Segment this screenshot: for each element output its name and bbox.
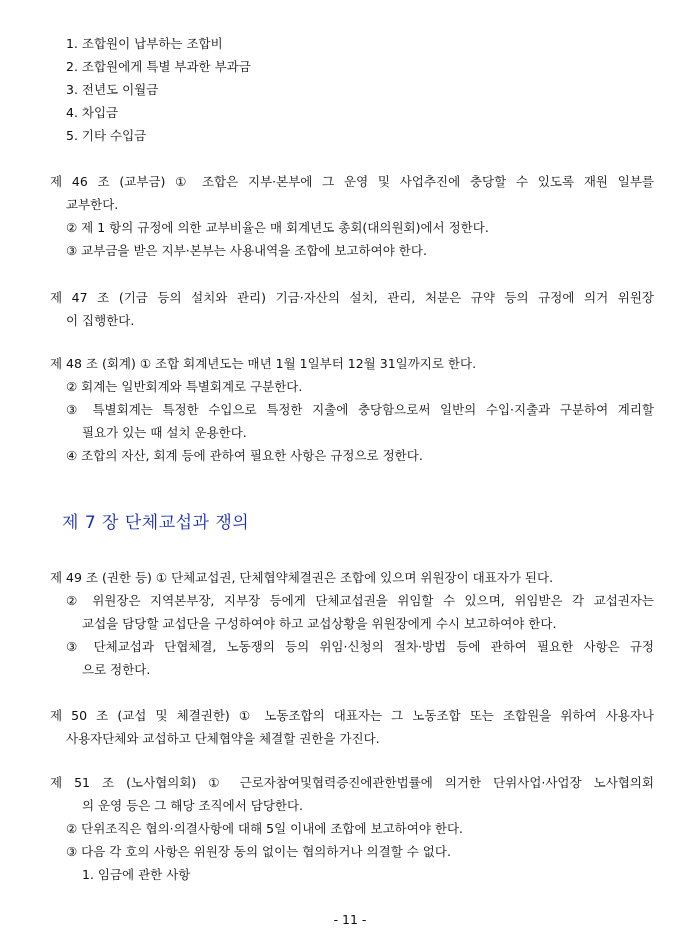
article-48-clause-3: ③ 특별회계는 특정한 수입으로 특정한 지출에 충당함으로써 일반의 수입·지출과 구분하여 계리할 [66, 402, 654, 417]
list-item: 2. 조합원에게 특별 부과한 부과금 [66, 59, 251, 74]
article-49-clause-3-cont: 으로 정한다. [82, 662, 151, 677]
article-48-clause-4: ④ 조합의 자산, 회계 등에 관하여 필요한 사항은 규정으로 정한다. [66, 448, 423, 463]
article-50-line-1: 제 50 조 (교섭 및 체결권한) ① 노동조합의 대표자는 그 노동조합 또는 조합원을 위하여 사용자나 [50, 708, 654, 723]
article-51-clause-2: ② 단위조직은 협의·의결사항에 대해 5일 이내에 조합에 보고하여야 한다. [66, 821, 463, 836]
article-49-line-1: 제 49 조 (권한 등) ① 단체교섭권, 단체협약체결권은 조합에 있으며 위원장이 대표자가 된다. [50, 570, 554, 585]
article-50-line-2: 사용자단체와 교섭하고 단체협약을 체결할 권한을 가진다. [66, 731, 380, 746]
article-51-line-2: 의 운영 등은 그 해당 조직에서 담당한다. [82, 798, 304, 813]
list-item: 4. 차입금 [66, 105, 119, 120]
list-item: 1. 조합원이 납부하는 조합비 [66, 36, 223, 51]
article-46-line-2: 교부한다. [66, 197, 119, 212]
article-46-clause-2: ② 제 1 항의 규정에 의한 교부비율은 매 회계년도 총회(대의원회)에서 정한다. [66, 220, 489, 235]
article-51-line-1: 제 51 조 (노사협의회) ① 근로자참여및협력증진에관한법률에 의거한 단위사업·사업장 노사협의회 [50, 775, 654, 790]
article-49-clause-3: ③ 단체교섭과 단협체결, 노동쟁의 등의 위임·신청의 절차·방법 등에 관하여 필요한 사항은 규정 [66, 639, 654, 654]
article-48-clause-2: ② 회계는 일반회계와 특별회계로 구분한다. [66, 379, 303, 394]
article-47-line-2: 이 집행한다. [66, 313, 135, 328]
article-49-clause-2: ② 위원장은 지역본부장, 지부장 등에게 단체교섭권을 위임할 수 있으며, 위임받은 각 교섭권자는 [66, 593, 654, 608]
article-51-item-1: 1. 임금에 관한 사항 [82, 867, 191, 882]
article-48-line-1: 제 48 조 (회계) ① 조합 회계년도는 매년 1월 1일부터 12월 31일까지로 한다. [50, 356, 477, 371]
list-item: 3. 전년도 이월금 [66, 82, 159, 97]
list-item: 5. 기타 수입금 [66, 128, 147, 143]
page-number: - 11 - [333, 912, 367, 927]
article-46-clause-3: ③ 교부금을 받은 지부·본부는 사용내역을 조합에 보고하여야 한다. [66, 243, 427, 258]
article-47-line-1: 제 47 조 (기금 등의 설치와 관리) 기금·자산의 설치, 관리, 처분은 규약 등의 규정에 의거 위원장 [50, 290, 654, 305]
article-46-line-1: 제 46 조 (교부금) ① 조합은 지부·본부에 그 운영 및 사업추진에 충당할 수 있도록 재원 일부를 [50, 174, 654, 189]
article-49-clause-2-cont: 교섭을 담당할 교섭단을 구성하여야 하고 교섭상황을 위원장에게 수시 보고하여야 한다. [82, 616, 557, 631]
article-48-clause-3-cont: 필요가 있는 때 설치 운용한다. [82, 425, 247, 440]
chapter-heading: 제 7 장 단체교섭과 쟁의 [62, 513, 250, 533]
article-51-clause-3: ③ 다음 각 호의 사항은 위원장 동의 없이는 협의하거나 의결할 수 없다. [66, 844, 451, 859]
